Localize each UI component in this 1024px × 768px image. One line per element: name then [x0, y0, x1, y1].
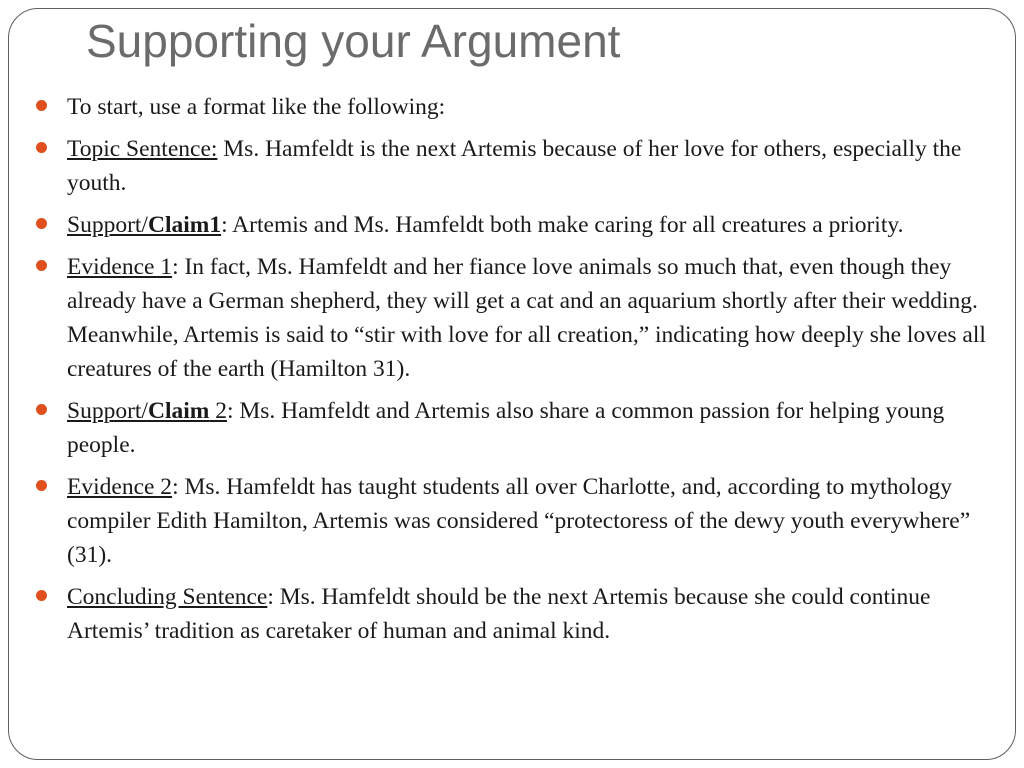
bullet-item-claim-2: [67, 394, 1002, 462]
bullet-item-concluding-sentence: [67, 580, 1002, 648]
bullet-label-tail: 2: [209, 398, 227, 424]
bullet-label: Concluding Sentence: [67, 584, 268, 610]
bullet-label: Topic Sentence:: [67, 136, 218, 162]
bullet-text: Ms. Hamfeldt is the next Artemis because of her love for others, especially the youth.: [67, 136, 962, 196]
bullet-dot-icon: [36, 142, 47, 153]
bullet-text: : Ms. Hamfeldt should be the next Artemis because she could continue Artemis’ tradition as caretaker of human and animal kind.: [67, 584, 931, 644]
bullet-label-plain: Support/: [67, 212, 148, 238]
bullet-dot-icon: [36, 480, 47, 491]
bullet-dot-icon: [36, 100, 47, 111]
bullet-label-bold: Claim: [147, 398, 210, 424]
bullet-label: Evidence 1: [67, 254, 173, 280]
bullet-text: To start, use a format like the following:: [67, 94, 446, 120]
bullet-label: [67, 212, 221, 238]
bullet-text: : Ms. Hamfeldt has taught students all over Charlotte, and, according to mythology compiler Edith Hamilton, Artemis was considered “protectoress of the dewy youth everywhere” (31).: [67, 474, 971, 568]
bullet-label-bold: Claim1: [147, 212, 222, 238]
bullet-text: : In fact, Ms. Hamfeldt and her fiance love animals so much that, even though they already have a German shepherd, they will get a cat and an aquarium shortly after their wedding. Meanwhile, Artemis is said to “stir with love for all creation,” indicating how deeply she loves all creatures of the earth (Hamilton 31).: [67, 254, 986, 382]
bullet-label: Evidence 2: [67, 474, 173, 500]
bullet-dot-icon: [36, 218, 47, 229]
bullet-dot-icon: [36, 260, 47, 271]
bullet-item-intro: [67, 90, 1002, 124]
bullet-text: : Artemis and Ms. Hamfeldt both make caring for all creatures a priority.: [221, 212, 904, 238]
bullet-item-topic-sentence: [67, 132, 1002, 200]
bullet-text: : Ms. Hamfeldt and Artemis also share a common passion for helping young people.: [67, 398, 945, 458]
bullet-label-plain: Support/: [67, 398, 148, 424]
bullet-item-evidence-2: [67, 470, 1002, 572]
bullet-item-claim-1: [67, 208, 1002, 242]
bullet-dot-icon: [36, 590, 47, 601]
bullet-item-evidence-1: [67, 250, 1002, 386]
bullet-label: [67, 398, 227, 424]
bullet-list: [67, 90, 1002, 656]
bullet-dot-icon: [36, 404, 47, 415]
slide-title: Supporting your Argument: [86, 15, 621, 67]
